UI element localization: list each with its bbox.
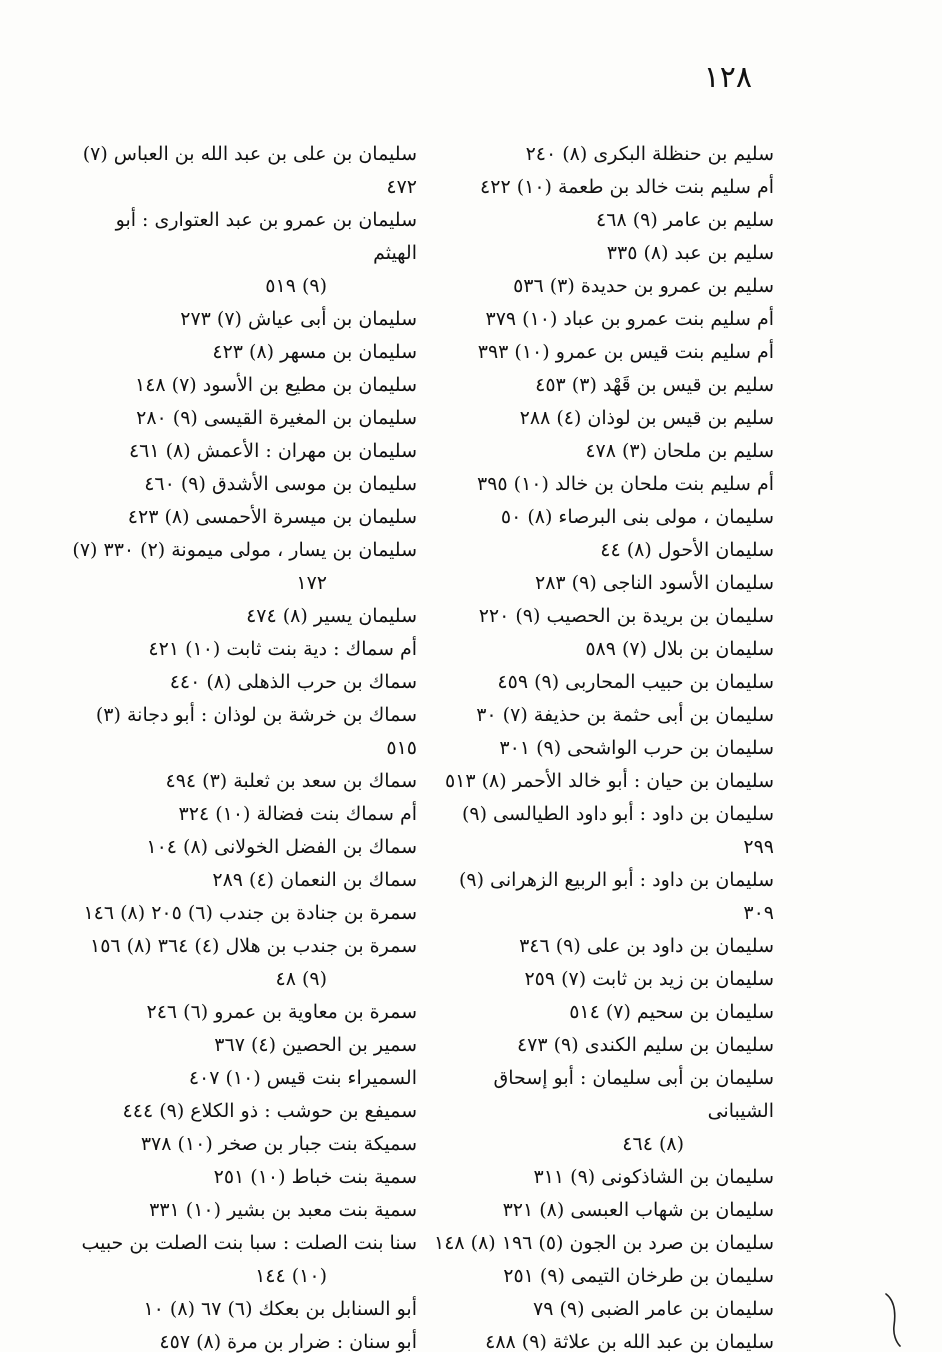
index-entry <box>67 1227 417 1293</box>
index-entry <box>67 303 417 336</box>
index-entry <box>67 336 417 369</box>
index-entry-text: سليمان ، مولى بنى البرصاء (٨) ٥٠ <box>500 506 774 528</box>
index-entry-text: أم سليم بنت عمرو بن عباد (١٠) ٣٧٩ <box>485 308 774 330</box>
index-entry <box>434 204 774 237</box>
index-entry <box>434 171 774 204</box>
index-entry-text: سليمان بن عامر الضبى (٩) ٧٩ <box>533 1298 774 1320</box>
index-entry <box>434 633 774 666</box>
index-entry <box>434 1260 774 1293</box>
index-entry-text: سمير بن الحصين (٤) ٣٦٧ <box>214 1034 417 1056</box>
index-entry-text: سليمان بن الشاذكونى (٩) ٣١١ <box>533 1166 774 1188</box>
index-entry-text: سماك بن سعد بن ثعلبة (٣) ٤٩٤ <box>165 770 417 792</box>
index-entry-text: سليمان بن حبيب المحاربى (٩) ٤٥٩ <box>497 671 774 693</box>
index-entry <box>434 237 774 270</box>
index-entry-text: سميفع بن حوشب : ذو الكلاع (٩) ٤٤٤ <box>122 1100 417 1122</box>
index-entry-text: سليمان بن موسى الأشدق (٩) ٤٦٠ <box>144 473 417 495</box>
index-entry <box>67 138 417 204</box>
index-entry-continuation: ١٧٢ <box>296 572 327 594</box>
index-entry <box>67 501 417 534</box>
index-entry <box>434 336 774 369</box>
index-entry <box>67 831 417 864</box>
index-entry-continuation: (٨) ٤٦٤ <box>622 1133 684 1155</box>
index-entry-text: سليمان بن المغيرة القيسى (٩) ٢٨٠ <box>136 407 417 429</box>
index-entry <box>434 1326 774 1359</box>
index-entry <box>434 930 774 963</box>
index-entry-text: سليمان بن سحيم (٧) ٥١٤ <box>569 1001 774 1023</box>
index-entry <box>434 699 774 732</box>
index-entry-continuation: (١٠) ١٤٤ <box>255 1265 327 1287</box>
index-entry <box>67 930 417 996</box>
index-entry <box>67 1326 417 1359</box>
index-entry-text: سمرة بن جنادة بن جندب (٦) ٢٠٥ (٨) ١٤٦ <box>83 902 417 924</box>
index-entry-text: سليمان بن صرد بن الجون (٥) ١٩٦ (٨) ١٤٨ <box>433 1232 774 1254</box>
index-entry-text: سليم بن ملحان (٣) ٤٧٨ <box>585 440 774 462</box>
index-column-right <box>434 138 774 1359</box>
index-entry <box>434 567 774 600</box>
index-entry <box>67 204 417 303</box>
index-entry-text: سنا بنت الصلت : سبا بنت الصلت بن حبيب <box>81 1232 417 1254</box>
index-entry-text: سليمان بن زيد بن ثابت (٧) ٢٥٩ <box>524 968 774 990</box>
index-entry-text: سليمان بن داود : أبو داود الطيالسى (٩) ٢٩٩ <box>461 803 774 858</box>
index-entry-text: أم سماك : دية بنت ثابت (١٠) ٤٢١ <box>148 638 417 660</box>
index-entry-text: سمية بنت معبد بن بشير (١٠) ٣٣١ <box>149 1199 417 1221</box>
index-entry <box>434 435 774 468</box>
index-entry <box>434 600 774 633</box>
index-entry-text: سليم بن عبد (٨) ٣٣٥ <box>606 242 774 264</box>
index-entry <box>67 435 417 468</box>
index-entry-text: سليمان بن داود : أبو الربيع الزهرانى (٩) ٣٠٩ <box>458 869 774 924</box>
index-entry-text: سماك بن الفضل الخولانى (٨) ١٠٤ <box>146 836 417 858</box>
index-entry <box>67 1293 417 1326</box>
index-entry-text: أم سليم بنت ملحان بن خالد (١٠) ٣٩٥ <box>477 473 774 495</box>
index-entry-text: سليمان بن بريدة بن الحصيب (٩) ٢٢٠ <box>478 605 774 627</box>
index-entry <box>67 666 417 699</box>
index-entry-text: سليمان بن أبى سليمان : أبو إسحاق الشيبانى <box>493 1067 774 1122</box>
index-entry-text: أم سليم بنت قيس بن عمرو (١٠) ٣٩٣ <box>477 341 774 363</box>
index-entry-text: سميكة بنت جبار بن صخر (١٠) ٣٧٨ <box>140 1133 417 1155</box>
index-entry-text: سليمان الأسود الناجى (٩) ٢٨٣ <box>535 572 774 594</box>
index-entry-text: سليمان بن سليم الكندى (٩) ٤٧٣ <box>516 1034 774 1056</box>
index-entry <box>434 765 774 798</box>
index-entry-continuation: (٩) ٥١٩ <box>265 275 327 297</box>
index-entry <box>67 1194 417 1227</box>
index-entry-text: سليم بن عمرو بن حديدة (٣) ٥٣٦ <box>513 275 774 297</box>
index-entry <box>67 864 417 897</box>
index-entry <box>434 1194 774 1227</box>
index-entry <box>434 1062 774 1161</box>
index-entry-text: سليمان بن على بن عبد الله بن العباس (٧) ٤٧٢ <box>82 143 417 198</box>
index-entry-text: سليمان بن أبى حثمة بن حذيفة (٧) ٣٠ <box>476 704 774 726</box>
index-entry-text: سليمان بن مهران : الأعمش (٨) ٤٦١ <box>128 440 417 462</box>
index-entry-text: سليم بن حنظلة البكرى (٨) ٢٤٠ <box>525 143 774 165</box>
index-entry-text: أبو سنان : ضرار بن مرة (٨) ٤٥٧ <box>159 1331 417 1353</box>
index-entry <box>434 534 774 567</box>
index-entry <box>67 633 417 666</box>
index-entry <box>434 666 774 699</box>
index-entry-text: سماك بن النعمان (٤) ٢٨٩ <box>212 869 417 891</box>
index-entry <box>434 468 774 501</box>
index-entry-text: سليمان بن طرخان التيمى (٩) ٢٥١ <box>503 1265 774 1287</box>
index-entry <box>67 1095 417 1128</box>
margin-pen-mark <box>880 1290 910 1350</box>
index-entry-text: سليمان يسير (٨) ٤٧٤ <box>246 605 417 627</box>
index-entry <box>434 138 774 171</box>
index-entry <box>434 732 774 765</box>
index-entry-text: سليمان بن بلال (٧) ٥٨٩ <box>585 638 774 660</box>
index-entry-text: سمرة بن جندب بن هلال (٤) ٣٦٤ (٨) ١٥٦ <box>89 935 417 957</box>
index-entry <box>434 996 774 1029</box>
index-entry-text: سليمان الأحول (٨) ٤٤ <box>600 539 774 561</box>
index-entry <box>67 1161 417 1194</box>
index-entry <box>434 963 774 996</box>
index-entry-text: سماك بن حرب الذهلى (٨) ٤٤٠ <box>169 671 417 693</box>
index-entry <box>67 765 417 798</box>
index-entry-text: سليمان بن حيان : أبو خالد الأحمر (٨) ٥١٣ <box>444 770 774 792</box>
index-entry-continuation: (٩) ٤٨ <box>275 968 327 990</box>
index-entry-text: سمية بنت خباط (١٠) ٢٥١ <box>213 1166 417 1188</box>
index-entry <box>434 303 774 336</box>
index-entry-text: سليمان بن عمرو بن عبد العتوارى : أبو الهيثم <box>115 209 417 264</box>
index-entry <box>67 699 417 765</box>
index-entry-text: سليمان بن مطيع بن الأسود (٧) ١٤٨ <box>135 374 417 396</box>
index-entry-text: سليم بن عامر (٩) ٤٦٨ <box>596 209 774 231</box>
index-entry-text: سليمان بن حرب الواشحى (٩) ٣٠١ <box>499 737 774 759</box>
index-entry-text: سماك بن خرشة بن لوذان : أبو دجانة (٣) ٥١٥ <box>95 704 417 759</box>
index-entry <box>434 1161 774 1194</box>
page-number: ١٢٨ <box>703 60 752 95</box>
index-entry-text: أم سماك بنت فضالة (١٠) ٣٢٤ <box>178 803 417 825</box>
index-entry <box>434 1293 774 1326</box>
index-entry-text: أبو السنابل بن بعكك (٦) ٦٧ (٨) ١٠ <box>143 1298 417 1320</box>
index-entry-text: سليمان بن شهاب العبسى (٨) ٣٢١ <box>502 1199 774 1221</box>
index-entry <box>67 1029 417 1062</box>
index-entry-text: سليمان بن ميسرة الأحمسى (٨) ٤٢٣ <box>127 506 417 528</box>
index-entry <box>67 1128 417 1161</box>
index-column-left <box>67 138 417 1359</box>
index-entry <box>434 402 774 435</box>
index-entry <box>434 270 774 303</box>
index-entry <box>434 864 774 930</box>
index-entry <box>67 897 417 930</box>
index-entry-text: سليمان بن عبد الله بن علاثة (٩) ٤٨٨ <box>485 1331 774 1353</box>
index-entry <box>67 996 417 1029</box>
index-entry <box>434 1029 774 1062</box>
index-entry-text: سليم بن قيس بن قَهْد (٣) ٤٥٣ <box>535 374 774 396</box>
index-entry <box>434 798 774 864</box>
index-entry-text: السميراء بنت قيس (١٠) ٤٠٧ <box>188 1067 417 1089</box>
index-entry-text: سليم بن قيس بن لوذان (٤) ٢٨٨ <box>519 407 774 429</box>
index-entry <box>67 1062 417 1095</box>
index-entry-text: سليمان بن داود بن على (٩) ٣٤٦ <box>519 935 774 957</box>
index-entry <box>67 402 417 435</box>
index-entry <box>67 468 417 501</box>
index-entry <box>434 501 774 534</box>
index-entry-text: سليمان بن يسار ، مولى ميمونة (٢) ٣٣٠ (٧) <box>72 539 417 561</box>
index-entry <box>67 600 417 633</box>
index-entry <box>67 534 417 600</box>
index-entry <box>67 369 417 402</box>
index-entry-text: أم سليم بنت خالد بن طعمة (١٠) ٤٢٢ <box>480 176 774 198</box>
index-entry <box>67 798 417 831</box>
index-entry <box>434 369 774 402</box>
index-entry-text: سليمان بن أبى عياش (٧) ٢٧٣ <box>180 308 417 330</box>
index-entry-text: سمرة بن معاوية بن عمرو (٦) ٢٤٦ <box>146 1001 417 1023</box>
index-entry <box>434 1227 774 1260</box>
index-entry-text: سليمان بن مسهر (٨) ٤٢٣ <box>212 341 417 363</box>
